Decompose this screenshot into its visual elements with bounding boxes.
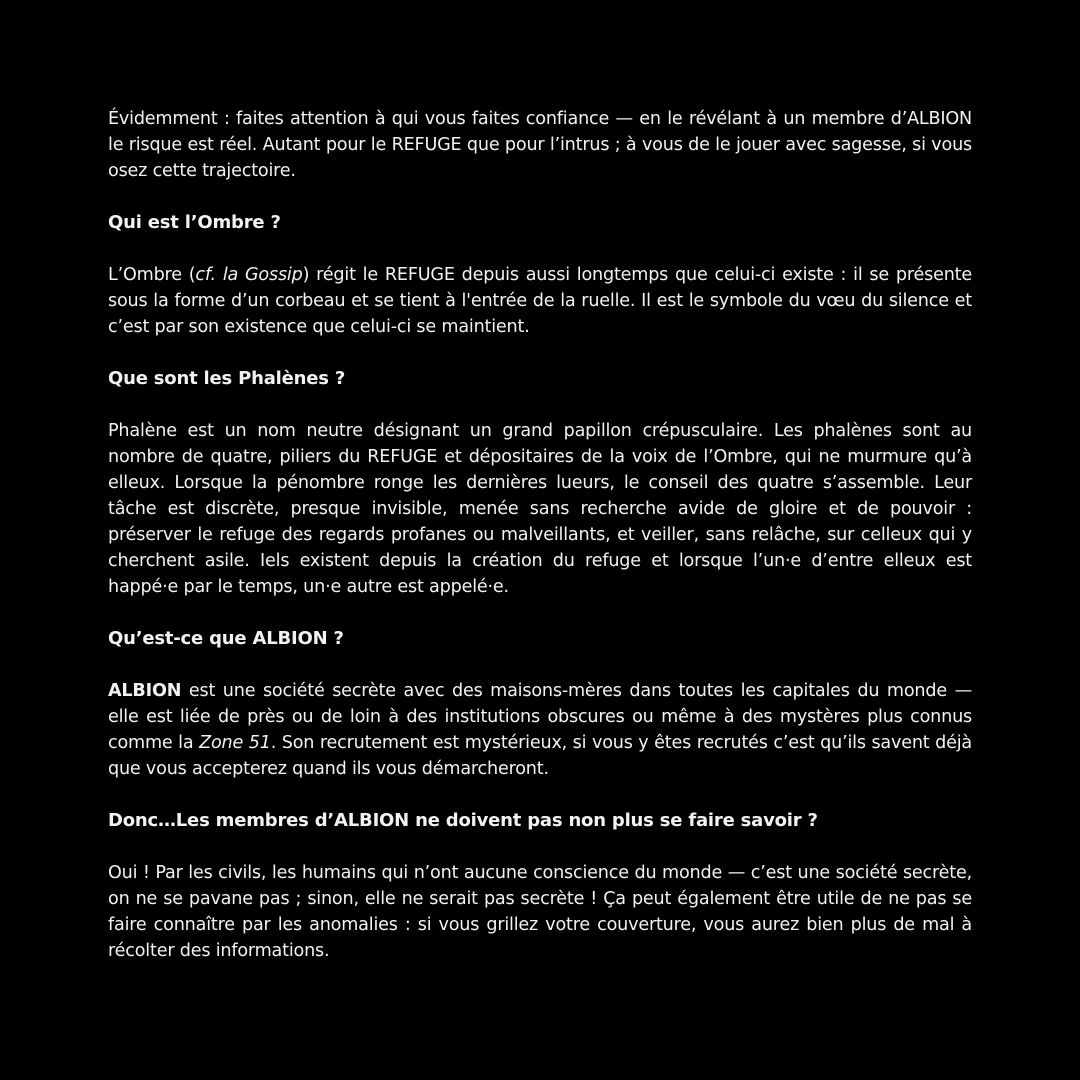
spacer [108,184,972,210]
spacer [108,782,972,808]
heading-albion: Qu’est-ce que ALBION ? [108,628,344,649]
donc-paragraph: Oui ! Par les civils, les humains qui n’ont aucune conscience du monde — c’est une société secrète, on ne se pavane pas ; sinon, elle ne serait pas secrète ! Ça peut également être utile de ne pas se faire connaître par les anomalies : si vous grillez votre couverture, vous aurez bien plus de mal à récolter des informations. [108,863,972,961]
spacer [108,340,972,366]
albion-paragraph [108,678,972,782]
heading-phalenes: Que sont les Phalènes ? [108,368,346,389]
heading-ombre: Qui est l’Ombre ? [108,212,281,233]
ombre-italic-gossip: cf. la Gossip [195,265,303,285]
albion-italic-zone51: Zone 51 [199,733,271,753]
intro-paragraph: Évidemment : faites attention à qui vous faites confiance — en le révélant à un membre d’ALBION le risque est réel. Autant pour le REFUGE que pour l’intrus ; à vous de le jouer avec sagesse, si vous osez cette trajectoire. [108,109,972,181]
albion-text-1: est une société secrète avec des maisons-mères dans toutes les capitales du monde — elle est liée de près ou de loin à des institutions obscures ou même à des mystères plus connus comme la [108,681,972,753]
ombre-paragraph [108,262,972,340]
albion-text-2: . Son recrutement est mystérieux, si vous y êtes recrutés c’est qu’ils savent déjà que vous accepterez quand ils vous démarcheront. [108,733,972,779]
ombre-text-1: L’Ombre ( [108,265,196,285]
spacer [108,392,972,418]
faq-document [108,106,972,964]
heading-donc: Donc…Les membres d’ALBION ne doivent pas non plus se faire savoir ? [108,810,818,831]
albion-bold-name: ALBION [108,681,182,701]
ombre-text-2: ) régit le REFUGE depuis aussi longtemps que celui-ci existe : il se présente sous la forme d’un corbeau et se tient à l'entrée de la ruelle. Il est le symbole du vœu du silence et c’est par son existence que celui-ci se maintient. [108,265,972,337]
spacer [108,236,972,262]
spacer [108,600,972,626]
spacer [108,652,972,678]
phalenes-paragraph: Phalène est un nom neutre désignant un grand papillon crépusculaire. Les phalènes sont au nombre de quatre, piliers du REFUGE et dépositaires de la voix de l’Ombre, qui ne murmure qu’à elleux. Lorsque la pénombre ronge les dernières lueurs, le conseil des quatre s’assemble. Leur tâche est discrète, presque invisible, menée sans recherche avide de gloire et de pouvoir : préserver le refuge des regards profanes ou malveillants, et veiller, sans relâche, sur celleux qui y cherchent asile. Iels existent depuis la création du refuge et lorsque l’un·e d’entre elleux est happé·e par le temps, un·e autre est appelé·e. [108,421,972,597]
spacer [108,834,972,860]
